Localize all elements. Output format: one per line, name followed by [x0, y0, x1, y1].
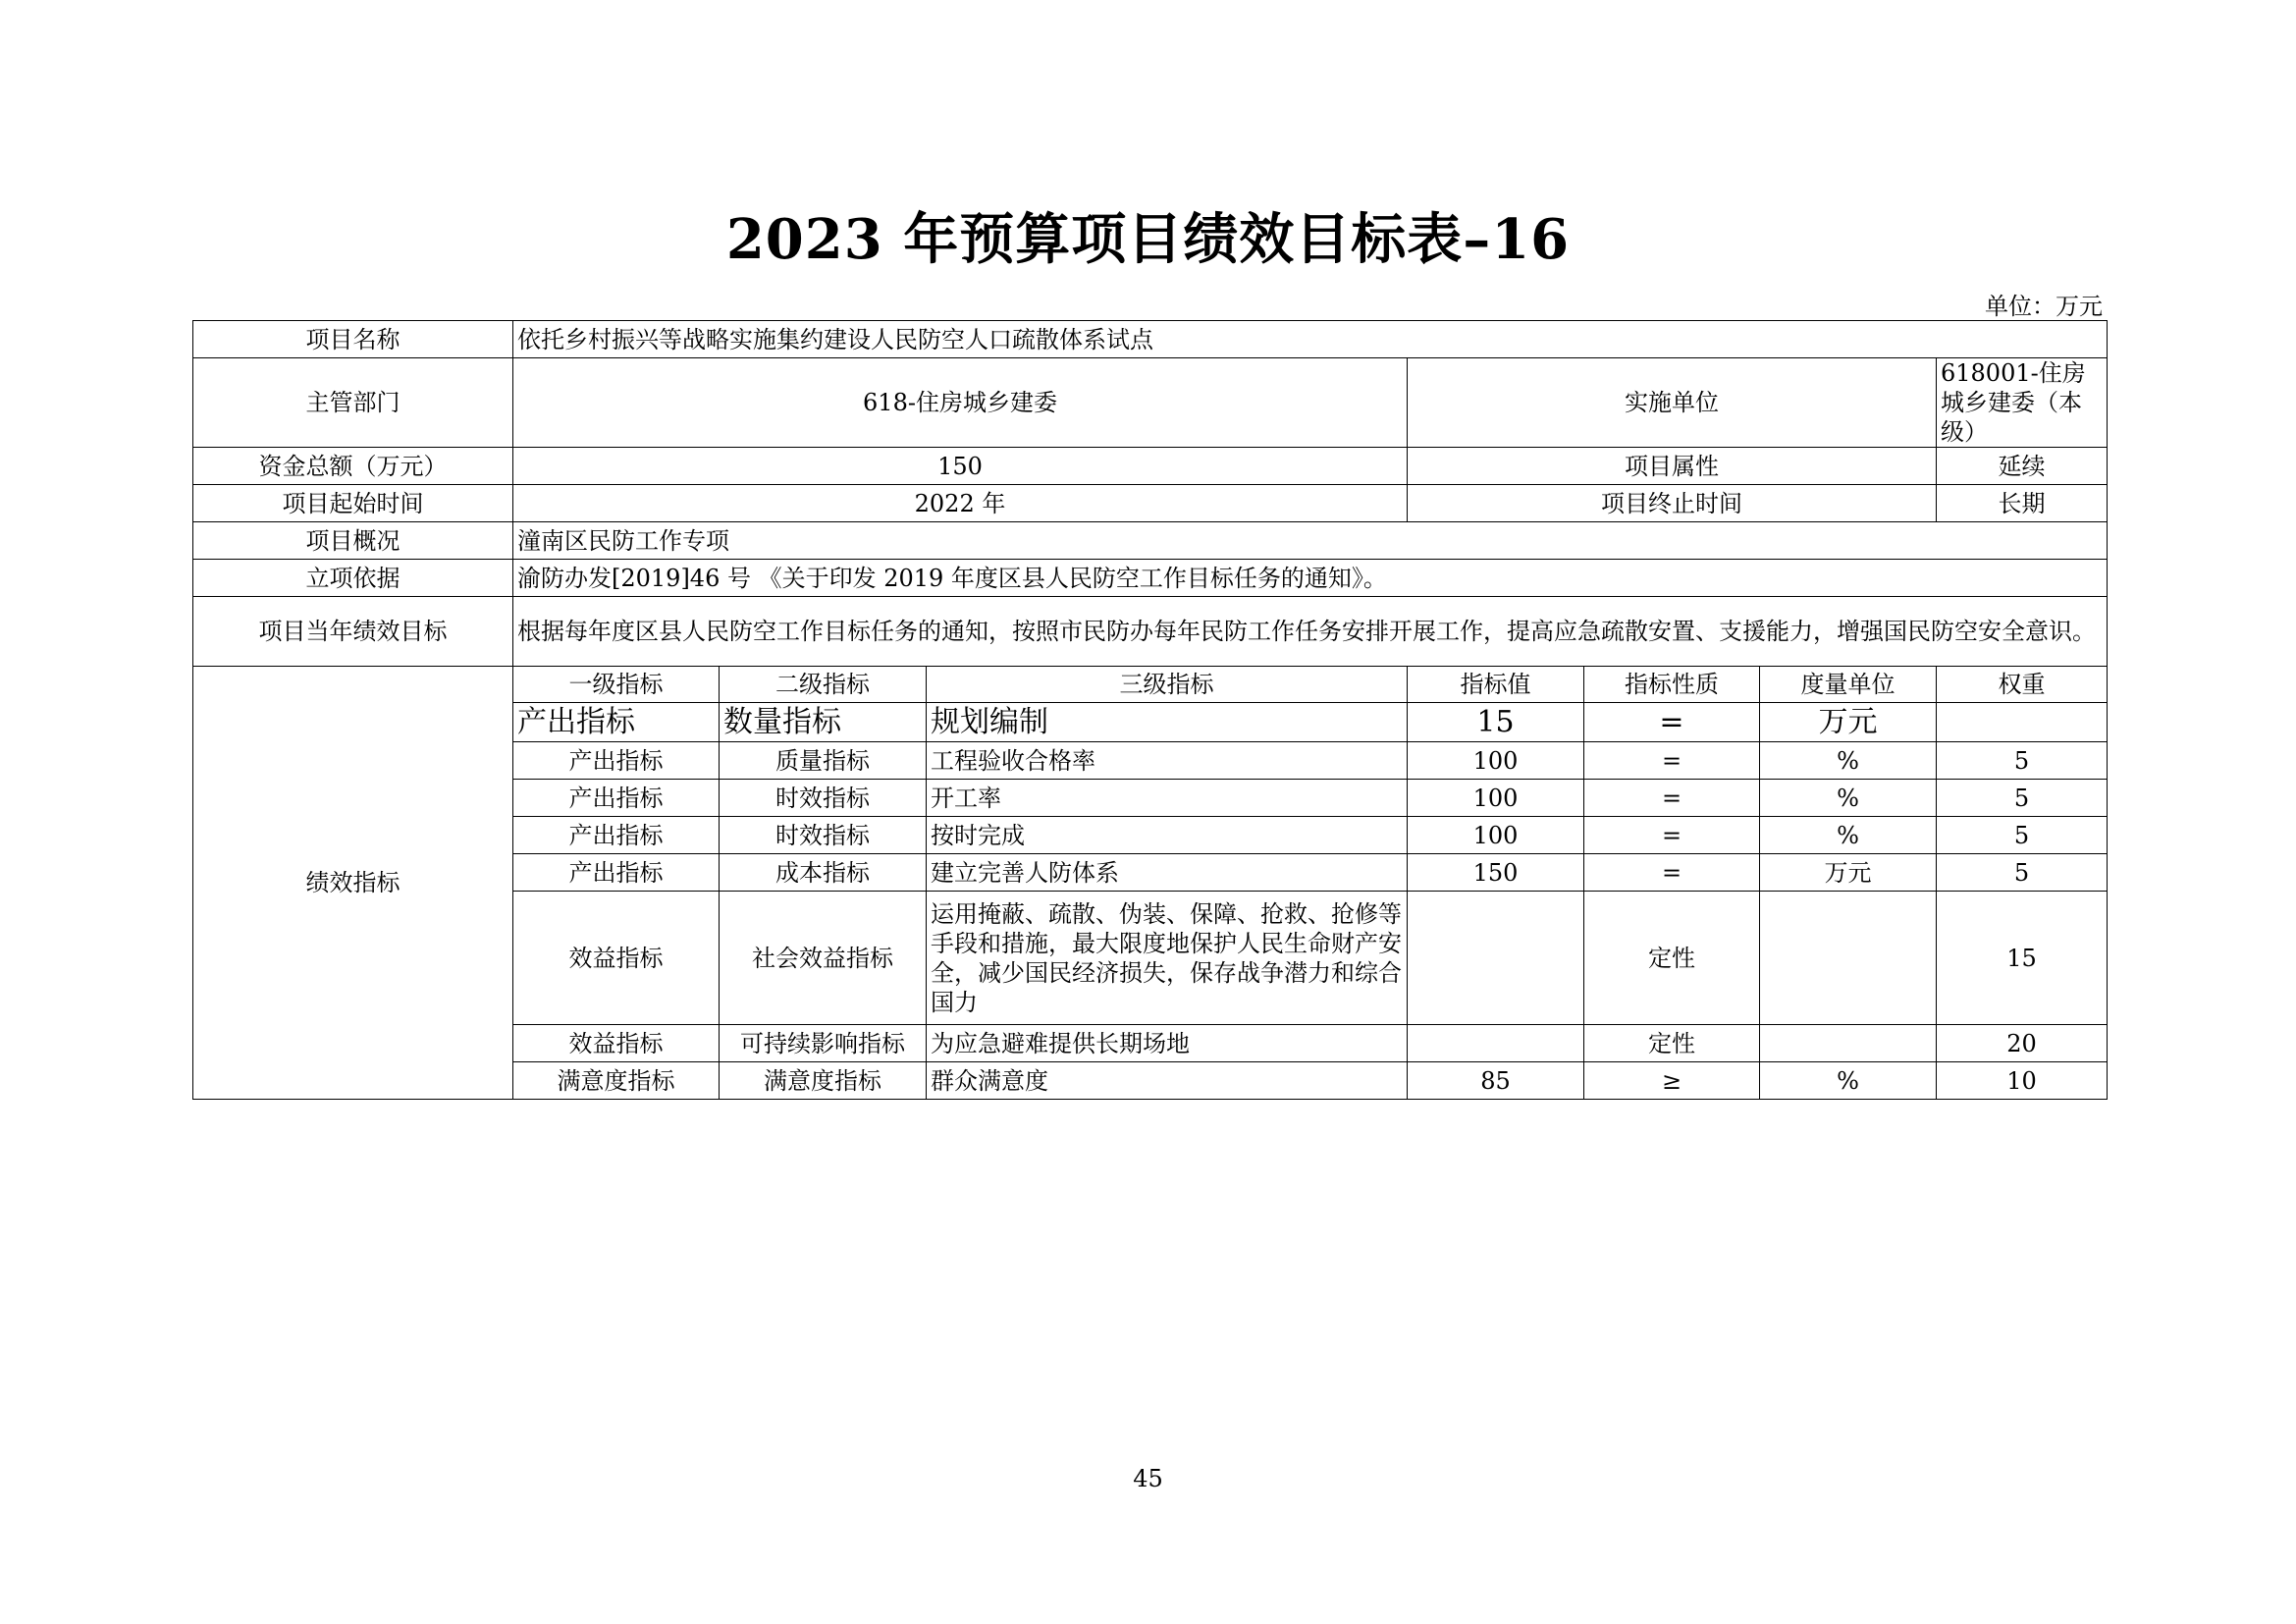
- dept-value: 618-住房城乡建委: [513, 358, 1408, 448]
- indicator-unit: [1760, 1025, 1937, 1062]
- indicator-nature: =: [1584, 780, 1760, 817]
- overview-value: 潼南区民防工作专项: [513, 522, 2108, 560]
- indicator-level3: 群众满意度: [927, 1062, 1408, 1100]
- header-nature: 指标性质: [1584, 667, 1760, 703]
- indicator-value: 100: [1408, 817, 1584, 854]
- indicator-weight: 5: [1937, 817, 2108, 854]
- indicator-level1: 产出指标: [513, 854, 720, 892]
- indicator-value: 100: [1408, 742, 1584, 780]
- end-label: 项目终止时间: [1408, 485, 1937, 522]
- goal-value: 根据每年度区县人民防空工作目标任务的通知，按照市民防办每年民防工作任务安排开展工作，提高应急疏散安置、支援能力，增强国民防空安全意识。: [513, 597, 2108, 667]
- indicator-unit: [1760, 892, 1937, 1025]
- indicator-weight: 5: [1937, 780, 2108, 817]
- indicator-level2: 时效指标: [720, 817, 927, 854]
- indicator-level2: 社会效益指标: [720, 892, 927, 1025]
- indicator-level2: 成本指标: [720, 854, 927, 892]
- header-value: 指标值: [1408, 667, 1584, 703]
- unit-label: 单位：万元: [1985, 293, 2103, 320]
- page-title: 2023 年预算项目绩效目标表–16: [725, 207, 1571, 272]
- indicator-level3: 为应急避难提供长期场地: [927, 1025, 1408, 1062]
- indicator-level1: 产出指标: [513, 817, 720, 854]
- indicator-nature: ≥: [1584, 1062, 1760, 1100]
- indicator-nature: 定性: [1584, 1025, 1760, 1062]
- indicator-level2: 时效指标: [720, 780, 927, 817]
- overview-label: 项目概况: [193, 522, 513, 560]
- indicator-level2: 可持续影响指标: [720, 1025, 927, 1062]
- header-weight: 权重: [1937, 667, 2108, 703]
- funds-label: 资金总额（万元）: [193, 448, 513, 485]
- indicator-value: [1408, 1025, 1584, 1062]
- start-label: 项目起始时间: [193, 485, 513, 522]
- indicator-nature: =: [1584, 817, 1760, 854]
- indicator-weight: [1937, 703, 2108, 742]
- indicator-level3: 运用掩蔽、疏散、伪装、保障、抢救、抢修等手段和措施，最大限度地保护人民生命财产安全，减少国民经济损失，保存战争潜力和综合国力: [927, 892, 1408, 1025]
- indicator-weight: 15: [1937, 892, 2108, 1025]
- indicator-level2: 数量指标: [720, 703, 927, 742]
- indicator-level1: 效益指标: [513, 892, 720, 1025]
- attr-label: 项目属性: [1408, 448, 1937, 485]
- performance-table: [192, 320, 2108, 1100]
- indicator-level3: 工程验收合格率: [927, 742, 1408, 780]
- indicator-value: 150: [1408, 854, 1584, 892]
- indicator-nature: 定性: [1584, 892, 1760, 1025]
- indicator-level1: 效益指标: [513, 1025, 720, 1062]
- indicator-level3: 开工率: [927, 780, 1408, 817]
- indicator-weight: 20: [1937, 1025, 2108, 1062]
- indicator-unit: %: [1760, 1062, 1937, 1100]
- basis-value: 渝防办发[2019]46 号 《关于印发 2019 年度区县人民防空工作目标任务的通知》。: [513, 560, 2108, 597]
- header-unit: 度量单位: [1760, 667, 1937, 703]
- indicator-unit: %: [1760, 780, 1937, 817]
- indicator-level2: 质量指标: [720, 742, 927, 780]
- indicator-nature: =: [1584, 703, 1760, 742]
- indicators-section-label: 绩效指标: [193, 667, 513, 1100]
- header-level1: 一级指标: [513, 667, 720, 703]
- indicator-value: 100: [1408, 780, 1584, 817]
- goal-label: 项目当年绩效目标: [193, 597, 513, 667]
- indicator-level1: 产出指标: [513, 780, 720, 817]
- indicator-unit: %: [1760, 817, 1937, 854]
- header-level3: 三级指标: [927, 667, 1408, 703]
- indicator-unit: 万元: [1760, 703, 1937, 742]
- indicator-level1: 产出指标: [513, 703, 720, 742]
- indicator-weight: 5: [1937, 854, 2108, 892]
- project-name: 依托乡村振兴等战略实施集约建设人民防空人口疏散体系试点: [513, 321, 2108, 358]
- start-value: 2022 年: [513, 485, 1408, 522]
- indicator-value: 85: [1408, 1062, 1584, 1100]
- project-name-label: 项目名称: [193, 321, 513, 358]
- attr-value: 延续: [1937, 448, 2108, 485]
- indicator-weight: 5: [1937, 742, 2108, 780]
- indicator-unit: 万元: [1760, 854, 1937, 892]
- indicator-level2: 满意度指标: [720, 1062, 927, 1100]
- indicator-level1: 产出指标: [513, 742, 720, 780]
- indicator-weight: 10: [1937, 1062, 2108, 1100]
- indicator-level3: 规划编制: [927, 703, 1408, 742]
- indicator-unit: %: [1760, 742, 1937, 780]
- indicator-nature: =: [1584, 854, 1760, 892]
- indicator-value: 15: [1408, 703, 1584, 742]
- funds-value: 150: [513, 448, 1408, 485]
- dept-label: 主管部门: [193, 358, 513, 448]
- impl-value: 618001-住房城乡建委（本级）: [1937, 358, 2108, 448]
- indicator-nature: =: [1584, 742, 1760, 780]
- page-number: 45: [1133, 1465, 1163, 1492]
- indicator-level1: 满意度指标: [513, 1062, 720, 1100]
- basis-label: 立项依据: [193, 560, 513, 597]
- header-level2: 二级指标: [720, 667, 927, 703]
- indicator-level3: 建立完善人防体系: [927, 854, 1408, 892]
- end-value: 长期: [1937, 485, 2108, 522]
- impl-label: 实施单位: [1408, 358, 1937, 448]
- indicator-value: [1408, 892, 1584, 1025]
- indicator-level3: 按时完成: [927, 817, 1408, 854]
